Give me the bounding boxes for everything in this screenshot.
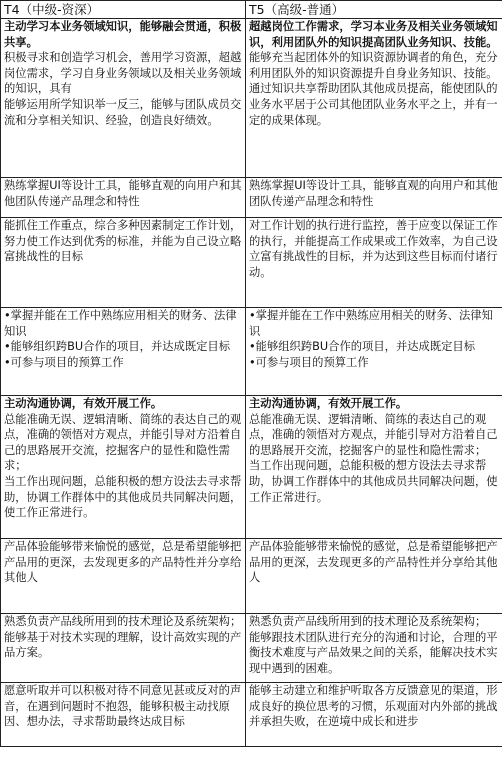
cell-t5 <box>246 539 502 614</box>
cell-content <box>249 218 499 280</box>
section-heading: 主动沟通协调，有效开展工作。 <box>249 397 408 410</box>
cell-content <box>4 614 242 661</box>
paragraph: •可参与项目的预算工作 <box>249 355 369 369</box>
paragraph: 通过知识共享帮助团队其他成员提高，能使团队的业务水平居于公司其他团队业务水平之上，并有一定的成果体现。 <box>249 82 498 127</box>
cell-t5 <box>246 19 502 178</box>
header-row <box>1 1 502 19</box>
paragraph: 能够运用所学知识举一反三，能够与团队成员交流和分享相关知识、经验，创造良好绩效。 <box>4 97 242 127</box>
cell-t5 <box>246 683 502 747</box>
table-row <box>1 308 502 396</box>
paragraph: 当工作出现问题，总能积极的想方设法去寻求帮助，协调工作群体中的其他成员共同解决问题，使工作正常进行。 <box>4 474 242 520</box>
paragraph: •能够组织跨BU合作的项目，并达成既定目标 <box>4 340 231 354</box>
paragraph: 熟悉负责产品线所用到的技术理论及系统架构； <box>4 615 242 628</box>
cell-content <box>4 396 242 521</box>
paragraph: •掌握并能在工作中熟练应用相关的财务、法律知识 <box>4 309 237 338</box>
paragraph: 总能准确无误、逻辑清晰、简练的表达自己的观点，准确的领悟对方观点，并能引导对方沿着自己的思路展开交流，挖掘客户的显性和隐性需求； <box>4 412 242 473</box>
paragraph: 愿意听取并可以积极对待不同意见甚或反对的声音，在遇到问题时不抱怨，能够积极主动找原因、想办法，寻求帮助最终达成目标 <box>4 684 242 729</box>
paragraph: 产品体验能够带来愉悦的感觉，总是希望能够把产品用的更深，去发现更多的产品特性并分享给其他人 <box>249 540 498 585</box>
paragraph: 能够充当起团体外的知识资源协调者的角色，充分利用团队外的知识资源提升自身业务知识、技能。 <box>249 51 498 80</box>
table-row <box>1 218 502 308</box>
paragraph: 熟练掌握UI等设计工具，能够直观的向用户和其他团队传递产品理念和特性 <box>249 179 498 208</box>
paragraph: 总能准确无误、逻辑清晰、简练的表达自己的观点，准确的领悟对方观点，并能引导对方沿着自己的思路展开交流，挖掘客户的显性和隐性需求； <box>249 412 498 457</box>
cell-content <box>4 683 242 730</box>
cell-t4 <box>1 218 246 308</box>
paragraph: •可参与项目的预算工作 <box>4 355 124 369</box>
cell-t5 <box>246 614 502 683</box>
section-heading: 超越岗位工作需求，学习本业务及相关业务领域知识，利用团队外的知识提高团队业务知识、技能。 <box>249 20 498 49</box>
cell-t4 <box>1 308 246 396</box>
paragraph: 熟悉负责产品线所用到的技术理论及系统架构； <box>249 615 487 628</box>
header-t5: T5（高级-普通） <box>246 1 502 19</box>
paragraph: 产品体验能够带来愉悦的感觉，总是希望能够把产品用的更深，去发现更多的产品特性并分享给其他人 <box>4 540 242 585</box>
header-t4: T4（中级-资深） <box>1 1 246 19</box>
section-heading: 主动学习本业务领域知识，能够融会贯通，积极共享。 <box>4 20 242 49</box>
cell-t4 <box>1 19 246 178</box>
cell-content <box>249 539 499 586</box>
paragraph: 熟练掌握UI等设计工具，能够直观的向用户和其他团队传递产品理念和特性 <box>4 179 242 208</box>
cell-t4 <box>1 539 246 614</box>
table-row <box>1 19 502 178</box>
paragraph: 能够跟技术团队进行充分的沟通和讨论，合理的平衡技术难度与产品效果之间的关系，能解决技术实现中遇到的困难。 <box>249 630 498 675</box>
cell-content <box>4 308 242 370</box>
table-row <box>1 396 502 539</box>
cell-t4 <box>1 396 246 539</box>
cell-t4 <box>1 178 246 218</box>
table-row <box>1 614 502 683</box>
table-row <box>1 683 502 747</box>
table-body <box>1 19 502 747</box>
cell-t5 <box>246 308 502 396</box>
table-row <box>1 178 502 218</box>
cell-t4 <box>1 683 246 747</box>
cell-t5 <box>246 178 502 218</box>
cell-content <box>249 614 499 676</box>
cell-content <box>4 178 242 209</box>
paragraph: 能够基于对技术实现的理解，设计高效实现的产品方案。 <box>4 630 242 660</box>
paragraph: 积极寻求和创造学习机会，善用学习资源，超越岗位需求，学习自身业务领域以及相关业务领域的知识，具有 <box>4 51 242 96</box>
cell-content <box>249 178 499 209</box>
paragraph: 能抓住工作重点，综合多种因素制定工作计划，努力使工作达到优秀的标准，并能为自己设立略富挑战性的目标 <box>4 219 242 264</box>
cell-content <box>4 19 242 128</box>
paragraph: 能够主动建立和维护听取各方反馈意见的渠道，形成良好的换位思考的习惯，乐观面对内外部的挑战并承担失败，在逆境中成长和进步 <box>249 684 498 729</box>
cell-t5 <box>246 396 502 539</box>
cell-t5 <box>246 218 502 308</box>
paragraph: 对工作计划的执行进行监控，善于应变以保证工作的执行，并能提高工作成果或工作效率，为自己设立富有挑战性的目标，并为达到这些目标而付诸行动。 <box>249 219 498 279</box>
cell-content <box>249 396 499 505</box>
cell-content <box>249 308 499 370</box>
paragraph: •能够组织跨BU合作的项目，并达成既定目标 <box>249 340 476 354</box>
paragraph: •掌握并能在工作中熟练应用相关的财务、法律知识 <box>249 309 493 338</box>
cell-t4 <box>1 614 246 683</box>
cell-content <box>249 683 499 730</box>
cell-content <box>4 539 242 586</box>
table-row <box>1 539 502 614</box>
paragraph: 当工作出现问题，总能积极的想方设法去寻求帮助，协调工作群体中的其他成员共同解决问题，使工作正常进行。 <box>249 459 498 504</box>
section-heading: 主动沟通协调，有效开展工作。 <box>4 397 163 410</box>
cell-content <box>4 218 242 265</box>
cell-content <box>249 19 499 128</box>
